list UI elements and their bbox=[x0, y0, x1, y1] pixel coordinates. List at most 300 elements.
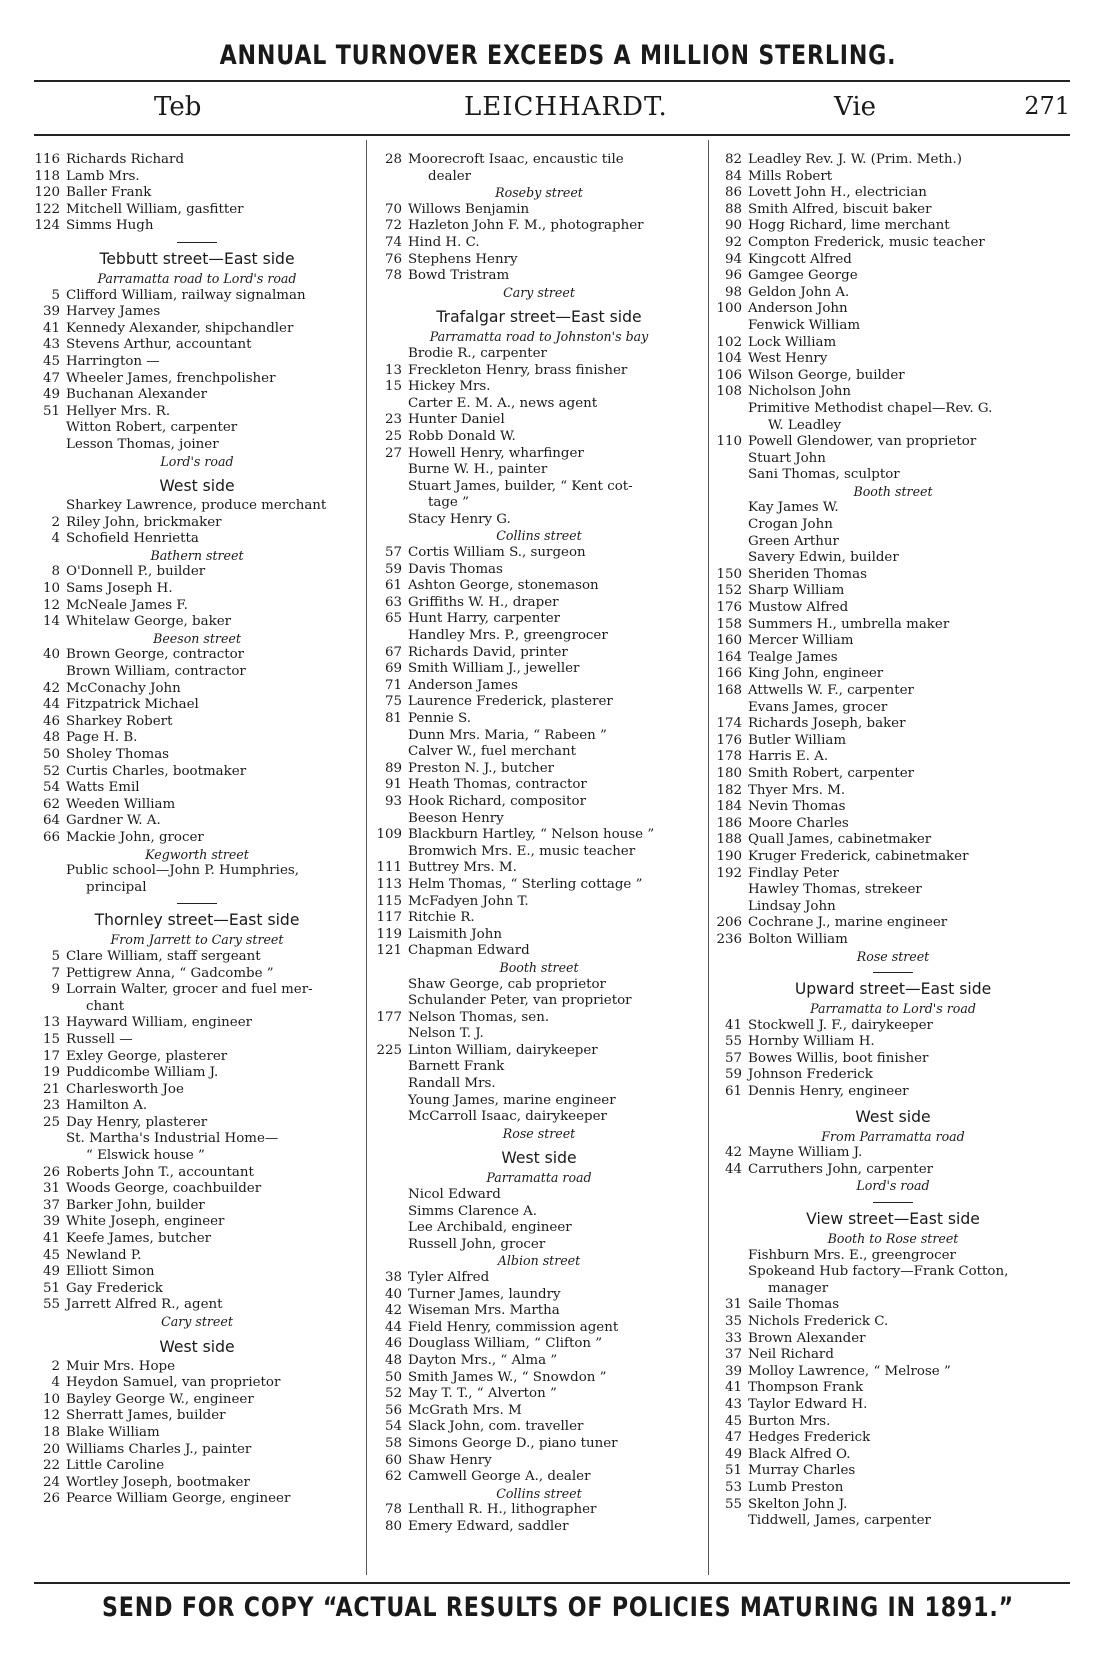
directory-entry bbox=[34, 1281, 360, 1298]
entry-text: Griffiths W. H., draper bbox=[408, 594, 559, 610]
entry-text: Powell Glendower, van proprietor bbox=[748, 434, 977, 450]
directory-entry bbox=[34, 387, 360, 404]
directory-entry bbox=[716, 1414, 1070, 1431]
entry-text: Hogg Richard, lime merchant bbox=[748, 218, 950, 234]
directory-entry bbox=[376, 628, 702, 645]
directory-entry bbox=[376, 1187, 702, 1204]
house-number: 49 bbox=[42, 387, 60, 403]
directory-entry bbox=[716, 832, 1070, 849]
house-number: 81 bbox=[384, 711, 402, 726]
directory-entry bbox=[716, 1463, 1070, 1480]
entry-text: Kay James W. bbox=[748, 500, 839, 516]
house-number: 53 bbox=[724, 1479, 742, 1495]
house-number: 180 bbox=[716, 765, 742, 781]
house-number: 56 bbox=[384, 1402, 402, 1418]
top-banner: ANNUAL TURNOVER EXCEEDS A MILLION STERLING. bbox=[219, 40, 897, 71]
house-number: 39 bbox=[724, 1363, 742, 1379]
house-number: 121 bbox=[376, 943, 402, 959]
directory-entry bbox=[34, 1264, 360, 1281]
entry-text: Nicholson John bbox=[748, 384, 851, 400]
house-number: 92 bbox=[724, 234, 742, 250]
directory-entry bbox=[376, 1043, 702, 1060]
entry-text: Laurence Frederick, plasterer bbox=[408, 694, 613, 710]
section-rule bbox=[873, 1202, 913, 1203]
house-number: 49 bbox=[724, 1446, 742, 1462]
entry-text: Stuart John bbox=[748, 450, 826, 466]
entry-text: Moore Charles bbox=[748, 815, 849, 831]
entry-text: principal bbox=[86, 879, 147, 895]
entry-text: Williams Charles J., painter bbox=[66, 1441, 252, 1457]
directory-entry bbox=[716, 1281, 1070, 1298]
directory-entry bbox=[376, 1469, 702, 1486]
house-number: 43 bbox=[724, 1396, 742, 1412]
house-number: 12 bbox=[42, 597, 60, 613]
house-number: 96 bbox=[724, 268, 742, 284]
directory-entry bbox=[716, 285, 1070, 302]
house-number: 177 bbox=[376, 1009, 402, 1025]
entry-text: Fishburn Mrs. E., greengrocer bbox=[748, 1247, 956, 1263]
house-number: 40 bbox=[384, 1286, 402, 1302]
directory-entry bbox=[716, 799, 1070, 816]
entry-text: White Joseph, engineer bbox=[66, 1214, 225, 1230]
entry-text: McConachy John bbox=[66, 680, 181, 696]
directory-entry bbox=[716, 766, 1070, 783]
directory-entry bbox=[716, 534, 1070, 551]
street-heading: View street—East side bbox=[806, 1210, 980, 1229]
entry-text: Helm Thomas, “ Sterling cottage ” bbox=[408, 876, 643, 892]
directory-entry bbox=[376, 1436, 702, 1453]
directory-entry bbox=[376, 152, 702, 169]
house-number: 59 bbox=[724, 1067, 742, 1083]
street-range: Parramatta to Lord's road bbox=[810, 1001, 976, 1017]
entry-text: Green Arthur bbox=[748, 533, 839, 549]
directory-entry bbox=[716, 1067, 1070, 1084]
directory-entry bbox=[376, 1386, 702, 1403]
entry-text: Gay Frederick bbox=[66, 1280, 163, 1296]
entry-text: Brown George, contractor bbox=[66, 647, 245, 663]
house-number: 75 bbox=[384, 694, 402, 710]
entry-text: Curtis Charles, bootmaker bbox=[66, 763, 247, 779]
house-number: 51 bbox=[42, 1280, 60, 1296]
house-number: 59 bbox=[384, 561, 402, 577]
house-number: 22 bbox=[42, 1458, 60, 1474]
directory-entry bbox=[34, 1181, 360, 1198]
entry-text: Smith William J., jeweller bbox=[408, 661, 580, 677]
house-number: 164 bbox=[716, 649, 742, 665]
directory-entry bbox=[716, 650, 1070, 667]
directory-entry bbox=[34, 780, 360, 797]
entry-text: Witton Robert, carpenter bbox=[66, 420, 238, 436]
directory-entry bbox=[34, 498, 360, 515]
entry-text: Smith Robert, carpenter bbox=[748, 765, 915, 781]
house-number: 182 bbox=[716, 782, 742, 798]
entry-text: Sherratt James, builder bbox=[66, 1408, 226, 1424]
cross-street: Booth street bbox=[853, 483, 933, 499]
entry-text: Schofield Henrietta bbox=[66, 531, 199, 547]
entry-text: Blake William bbox=[66, 1424, 160, 1440]
entry-text: Brown William, contractor bbox=[66, 664, 246, 680]
directory-entry bbox=[34, 354, 360, 371]
column-divider-2 bbox=[708, 140, 709, 1575]
entry-text: Page H. B. bbox=[66, 730, 138, 746]
entry-text: Bowd Tristram bbox=[408, 268, 510, 284]
entry-text: Nicol Edward bbox=[408, 1187, 501, 1203]
house-number: 47 bbox=[42, 370, 60, 386]
street-range: From Parramatta road bbox=[821, 1128, 965, 1144]
directory-entry bbox=[716, 418, 1070, 435]
house-number: 2 bbox=[51, 1358, 60, 1374]
entry-text: Ashton George, stonemason bbox=[408, 578, 599, 594]
directory-entry bbox=[34, 1458, 360, 1475]
house-number: 110 bbox=[716, 434, 742, 450]
entry-text: Pennie S. bbox=[408, 711, 471, 726]
directory-entry bbox=[376, 346, 702, 363]
house-number: 17 bbox=[42, 1048, 60, 1064]
directory-entry bbox=[34, 797, 360, 814]
directory-entry bbox=[376, 462, 702, 479]
house-number: 21 bbox=[42, 1081, 60, 1097]
entry-text: Primitive Methodist chapel—Rev. G. bbox=[748, 400, 993, 416]
entry-text: Bowes Willis, boot finisher bbox=[748, 1050, 929, 1066]
house-number: 15 bbox=[42, 1031, 60, 1047]
entry-text: Murray Charles bbox=[748, 1463, 856, 1479]
directory-entry bbox=[34, 531, 360, 548]
directory-entry bbox=[376, 379, 702, 396]
directory-entry bbox=[376, 1026, 702, 1043]
directory-entry bbox=[376, 1519, 702, 1536]
cross-street: Kegworth street bbox=[145, 846, 249, 862]
house-number: 38 bbox=[384, 1270, 402, 1285]
directory-entry bbox=[716, 517, 1070, 534]
directory-entry bbox=[34, 169, 360, 186]
entry-text: McGrath Mrs. M bbox=[408, 1402, 522, 1418]
entry-text: Calver W., fuel merchant bbox=[408, 744, 577, 760]
house-number: 42 bbox=[384, 1303, 402, 1319]
house-number: 57 bbox=[384, 545, 402, 561]
cross-street: Collins street bbox=[496, 1485, 582, 1501]
entry-text: manager bbox=[768, 1280, 829, 1296]
entry-text: Wiseman Mrs. Martha bbox=[408, 1303, 560, 1319]
section-rule bbox=[177, 242, 217, 243]
house-number: 55 bbox=[724, 1496, 742, 1512]
entry-text: Dayton Mrs., “ Alma ” bbox=[408, 1352, 558, 1368]
directory-entry bbox=[34, 1082, 360, 1099]
directory-entry bbox=[716, 218, 1070, 235]
directory-entry bbox=[376, 728, 702, 745]
directory-entry bbox=[376, 1419, 702, 1436]
directory-entry bbox=[376, 512, 702, 529]
entry-text: Shaw Henry bbox=[408, 1452, 492, 1468]
entry-text: Clare William, staff sergeant bbox=[66, 948, 261, 964]
house-number: 113 bbox=[376, 876, 402, 892]
entry-text: dealer bbox=[428, 168, 472, 184]
house-number: 5 bbox=[51, 287, 60, 303]
directory-entry bbox=[376, 1237, 702, 1254]
entry-text: Hawley Thomas, strekeer bbox=[748, 882, 922, 898]
column-1 bbox=[34, 152, 360, 1508]
directory-entry bbox=[34, 1165, 360, 1182]
directory-entry bbox=[34, 880, 360, 897]
house-number: 84 bbox=[724, 168, 742, 184]
directory-entry bbox=[716, 152, 1070, 169]
directory-entry bbox=[716, 1162, 1070, 1179]
entry-text: Hunt Harry, carpenter bbox=[408, 611, 561, 627]
house-number: 168 bbox=[716, 683, 742, 698]
directory-entry bbox=[34, 647, 360, 664]
directory-entry bbox=[716, 1264, 1070, 1281]
house-number: 108 bbox=[716, 384, 742, 400]
house-number: 76 bbox=[384, 251, 402, 267]
house-number: 225 bbox=[376, 1042, 402, 1058]
directory-entry bbox=[716, 1380, 1070, 1397]
directory-entry bbox=[34, 1297, 360, 1314]
entry-text: Heydon Samuel, van proprietor bbox=[66, 1375, 281, 1391]
entry-text: Leadley Rev. J. W. (Prim. Meth.) bbox=[748, 152, 962, 167]
entry-text: King John, engineer bbox=[748, 666, 884, 682]
entry-text: Evans James, grocer bbox=[748, 699, 888, 715]
directory-entry bbox=[34, 202, 360, 219]
directory-entry bbox=[716, 749, 1070, 766]
house-number: 39 bbox=[42, 1214, 60, 1230]
house-number: 25 bbox=[42, 1114, 60, 1130]
cross-street: Lord's road bbox=[160, 453, 234, 469]
house-number: 174 bbox=[716, 716, 742, 732]
directory-entry bbox=[716, 434, 1070, 451]
entry-text: Stuart James, builder, “ Kent cot- bbox=[408, 478, 633, 494]
house-number: 4 bbox=[51, 1375, 60, 1391]
directory-entry bbox=[34, 982, 360, 999]
directory-entry bbox=[716, 1051, 1070, 1068]
entry-text: Linton William, dairykeeper bbox=[408, 1042, 598, 1058]
directory-entry bbox=[34, 152, 360, 169]
column-divider-1 bbox=[366, 140, 367, 1575]
house-number: 65 bbox=[384, 611, 402, 627]
house-number: 55 bbox=[42, 1297, 60, 1313]
directory-entry bbox=[376, 1287, 702, 1304]
directory-entry bbox=[716, 1480, 1070, 1497]
directory-entry bbox=[716, 550, 1070, 567]
directory-entry bbox=[376, 993, 702, 1010]
house-number: 120 bbox=[34, 185, 60, 201]
directory-entry bbox=[34, 564, 360, 581]
entry-text: St. Martha's Industrial Home— bbox=[66, 1131, 279, 1147]
house-number: 50 bbox=[384, 1369, 402, 1385]
directory-entry bbox=[376, 943, 702, 960]
directory-entry bbox=[376, 977, 702, 994]
house-number: 13 bbox=[42, 1015, 60, 1031]
directory-entry bbox=[376, 678, 702, 695]
house-number: 57 bbox=[724, 1050, 742, 1066]
directory-entry bbox=[716, 252, 1070, 269]
house-number: 61 bbox=[384, 578, 402, 594]
entry-text: Schulander Peter, van proprietor bbox=[408, 993, 632, 1009]
entry-text: Mackie John, grocer bbox=[66, 829, 204, 845]
running-head-title: LEICHHARDT. bbox=[464, 92, 668, 122]
entry-text: Russell John, grocer bbox=[408, 1236, 546, 1252]
directory-entry bbox=[376, 562, 702, 579]
directory-entry bbox=[376, 252, 702, 269]
entry-text: Slack John, com. traveller bbox=[408, 1419, 584, 1435]
house-number: 41 bbox=[42, 1231, 60, 1247]
entry-text: Heath Thomas, contractor bbox=[408, 777, 587, 793]
directory-entry bbox=[376, 1076, 702, 1093]
entry-text: Kruger Frederick, cabinetmaker bbox=[748, 848, 969, 864]
house-number: 69 bbox=[384, 661, 402, 677]
entry-text: Robb Donald W. bbox=[408, 428, 516, 444]
entry-text: Preston N. J., butcher bbox=[408, 760, 555, 776]
house-number: 89 bbox=[384, 760, 402, 776]
footer-rule bbox=[34, 1582, 1070, 1584]
house-number: 50 bbox=[42, 747, 60, 762]
entry-text: Kennedy Alexander, shipchandler bbox=[66, 320, 294, 336]
entry-text: Lorrain Walter, grocer and fuel mer- bbox=[66, 982, 313, 998]
house-number: 42 bbox=[724, 1145, 742, 1161]
entry-text: Howell Henry, wharfinger bbox=[408, 445, 584, 461]
header-rule-bottom bbox=[34, 134, 1070, 136]
entry-text: Mercer William bbox=[748, 633, 854, 649]
entry-text: Sheriden Thomas bbox=[748, 566, 867, 582]
cross-street: Lord's road bbox=[856, 1178, 930, 1194]
directory-entry bbox=[716, 335, 1070, 352]
house-number: 26 bbox=[42, 1491, 60, 1507]
entry-text: McCarroll Isaac, dairykeeper bbox=[408, 1109, 607, 1125]
house-number: 72 bbox=[384, 218, 402, 234]
entry-text: Hellyer Mrs. R. bbox=[66, 403, 171, 419]
street-heading: Tebbutt street—East side bbox=[99, 249, 295, 268]
entry-text: Sharp William bbox=[748, 583, 845, 599]
house-number: 10 bbox=[42, 1391, 60, 1407]
house-number: 44 bbox=[724, 1161, 742, 1177]
directory-entry bbox=[716, 683, 1070, 700]
entry-text: Kingcott Alfred bbox=[748, 251, 852, 267]
entry-text: Lock William bbox=[748, 334, 837, 350]
directory-entry bbox=[34, 813, 360, 830]
directory-entry bbox=[376, 1204, 702, 1221]
entry-text: Puddicombe William J. bbox=[66, 1065, 219, 1081]
street-range: Parramatta road bbox=[486, 1170, 592, 1186]
directory-entry bbox=[376, 545, 702, 562]
directory-entry bbox=[34, 1248, 360, 1265]
directory-entry bbox=[716, 600, 1070, 617]
house-number: 109 bbox=[376, 827, 402, 843]
entry-text: Harrington — bbox=[66, 353, 160, 369]
directory-entry bbox=[716, 633, 1070, 650]
house-number: 67 bbox=[384, 644, 402, 660]
entry-text: Lee Archibald, engineer bbox=[408, 1220, 572, 1236]
cross-street: Bathern street bbox=[150, 547, 244, 563]
entry-text: Mitchell William, gasfitter bbox=[66, 201, 244, 217]
entry-text: Field Henry, commission agent bbox=[408, 1319, 619, 1335]
cross-street: Rose street bbox=[856, 948, 930, 964]
house-number: 115 bbox=[376, 893, 402, 909]
house-number: 31 bbox=[42, 1181, 60, 1197]
entry-text: “ Elswick house ” bbox=[86, 1148, 205, 1164]
house-number: 23 bbox=[42, 1098, 60, 1114]
street-range: Parramatta road to Johnston's bay bbox=[429, 329, 649, 345]
directory-entry bbox=[716, 882, 1070, 899]
house-number: 49 bbox=[42, 1264, 60, 1280]
house-number: 98 bbox=[724, 284, 742, 300]
entry-text: Lumb Preston bbox=[748, 1479, 844, 1495]
house-number: 192 bbox=[716, 865, 742, 881]
cross-street: Roseby street bbox=[495, 185, 583, 201]
entry-text: Thyer Mrs. M. bbox=[748, 782, 846, 798]
entry-text: Handley Mrs. P., greengrocer bbox=[408, 628, 608, 644]
directory-entry bbox=[376, 877, 702, 894]
house-number: 184 bbox=[716, 799, 742, 815]
entry-text: Camwell George A., dealer bbox=[408, 1469, 591, 1485]
directory-entry bbox=[716, 368, 1070, 385]
street-heading: West side bbox=[159, 477, 235, 496]
entry-text: Woods George, coachbuilder bbox=[66, 1181, 262, 1197]
house-number: 45 bbox=[724, 1413, 742, 1429]
house-number: 206 bbox=[716, 915, 742, 931]
house-number: 88 bbox=[724, 201, 742, 217]
entry-text: Bolton William bbox=[748, 931, 848, 947]
directory-entry bbox=[34, 1392, 360, 1409]
entry-text: Hickey Mrs. bbox=[408, 379, 491, 395]
directory-entry bbox=[376, 744, 702, 761]
house-number: 52 bbox=[384, 1386, 402, 1402]
street-range: Booth to Rose street bbox=[827, 1231, 959, 1247]
house-number: 19 bbox=[42, 1065, 60, 1081]
house-number: 58 bbox=[384, 1435, 402, 1451]
house-number: 12 bbox=[42, 1408, 60, 1424]
cross-street: Collins street bbox=[496, 528, 582, 544]
entry-text: Buchanan Alexander bbox=[66, 387, 207, 403]
house-number: 14 bbox=[42, 614, 60, 630]
entry-text: Hedges Frederick bbox=[748, 1430, 871, 1446]
house-number: 94 bbox=[724, 251, 742, 267]
directory-entry bbox=[716, 899, 1070, 916]
house-number: 26 bbox=[42, 1164, 60, 1180]
entry-text: Saile Thomas bbox=[748, 1297, 840, 1313]
entry-text: Riley John, brickmaker bbox=[66, 514, 222, 530]
directory-entry bbox=[34, 1475, 360, 1492]
directory-entry bbox=[716, 617, 1070, 634]
house-number: 48 bbox=[42, 730, 60, 746]
entry-text: Hazleton John F. M., photographer bbox=[408, 218, 644, 234]
house-number: 40 bbox=[42, 647, 60, 663]
entry-text: Barker John, builder bbox=[66, 1197, 205, 1213]
directory-entry bbox=[34, 1015, 360, 1032]
entry-text: Exley George, plasterer bbox=[66, 1048, 228, 1064]
house-number: 122 bbox=[34, 201, 60, 217]
street-range: Parramatta road to Lord's road bbox=[97, 270, 297, 286]
directory-entry bbox=[716, 1447, 1070, 1464]
house-number: 93 bbox=[384, 793, 402, 809]
house-number: 78 bbox=[384, 268, 402, 284]
cross-street: Albion street bbox=[497, 1253, 581, 1269]
directory-entry bbox=[376, 794, 702, 811]
entry-text: Buttrey Mrs. M. bbox=[408, 860, 517, 876]
house-number: 78 bbox=[384, 1502, 402, 1518]
house-number: 117 bbox=[376, 910, 402, 926]
house-number: 70 bbox=[384, 201, 402, 217]
directory-entry bbox=[716, 301, 1070, 318]
directory-entry bbox=[34, 598, 360, 615]
entry-text: Blackburn Hartley, “ Nelson house ” bbox=[408, 827, 655, 843]
street-heading: West side bbox=[855, 1107, 931, 1126]
entry-text: Anderson James bbox=[408, 677, 518, 693]
entry-text: Sams Joseph H. bbox=[66, 581, 173, 597]
entry-text: Attwells W. F., carpenter bbox=[748, 683, 914, 698]
entry-text: Pearce William George, engineer bbox=[66, 1491, 291, 1507]
entry-text: Hornby William H. bbox=[748, 1034, 875, 1050]
directory-entry bbox=[376, 661, 702, 678]
entry-text: Butler William bbox=[748, 732, 847, 748]
entry-text: Stockwell J. F., dairykeeper bbox=[748, 1017, 933, 1033]
